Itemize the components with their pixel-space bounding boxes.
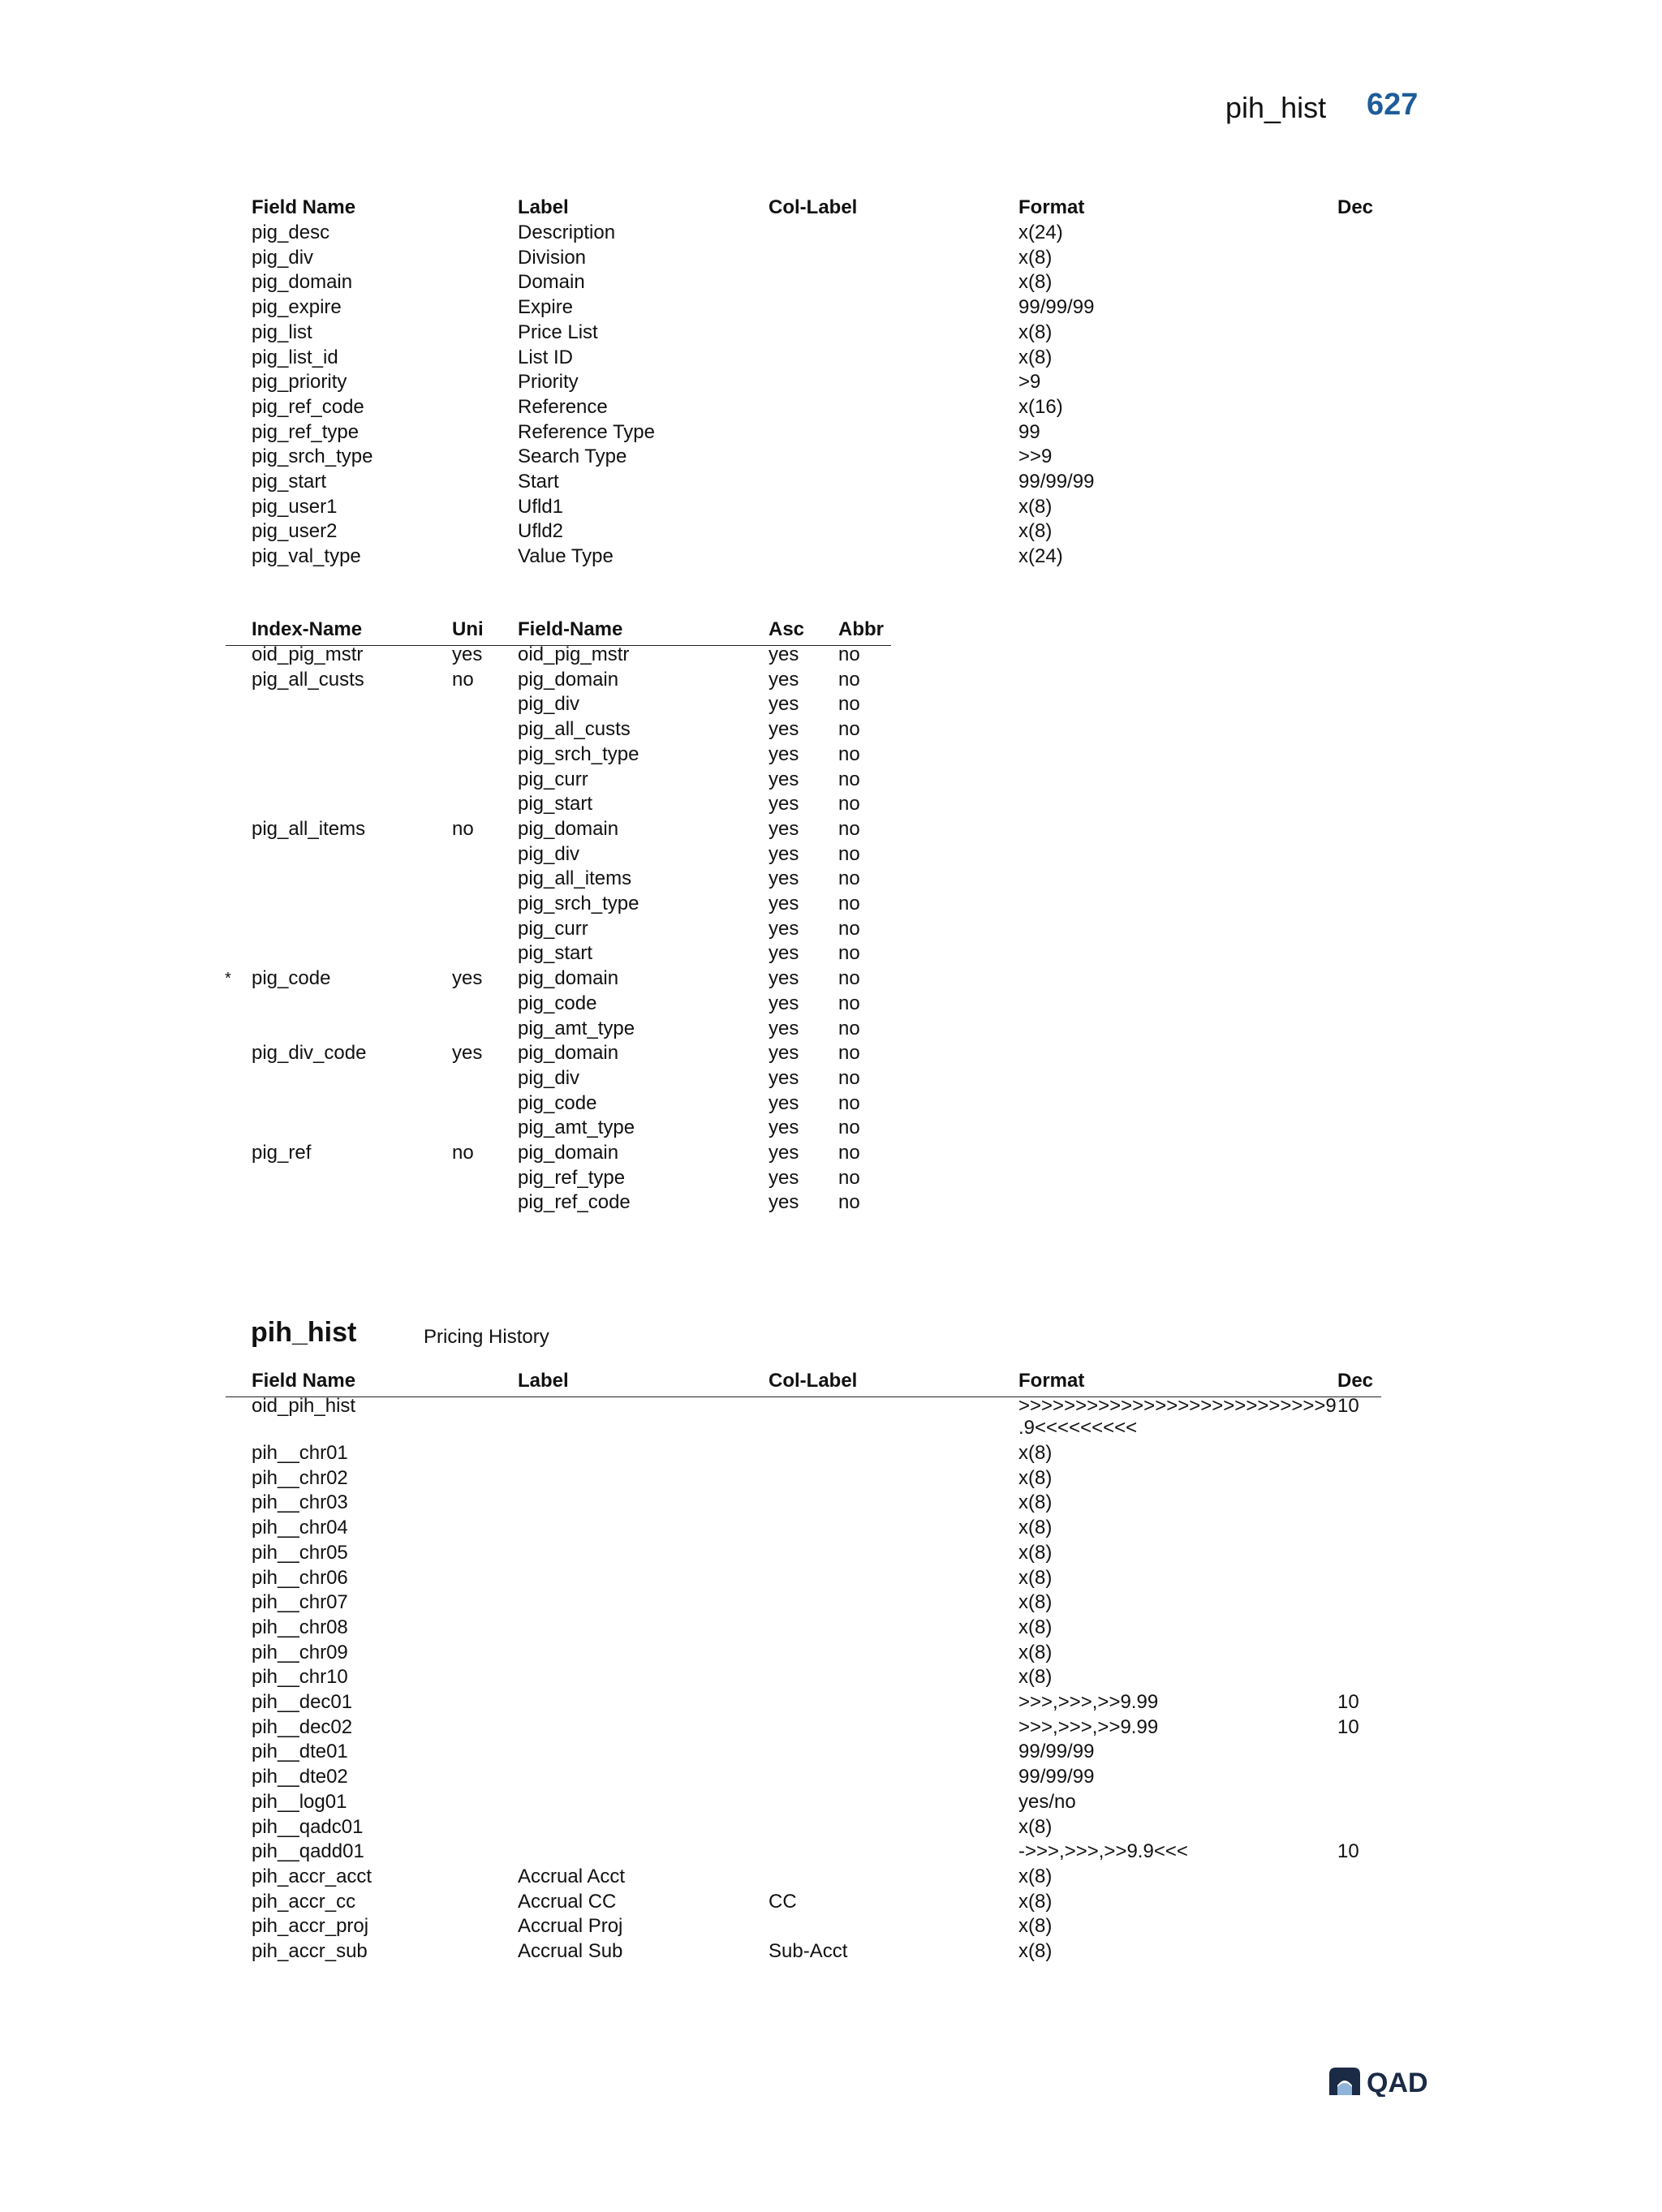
field-name-cell: pih_accr_sub: [252, 1940, 368, 1962]
table-row: [0, 519, 1662, 544]
field-name-cell: pig_val_type: [252, 545, 361, 568]
label-cell: Search Type: [518, 445, 627, 468]
label-cell: Expire: [518, 296, 574, 319]
header-field-name: Field Name: [252, 196, 356, 218]
dec-cell: 10: [1337, 1395, 1359, 1417]
table-name-heading: pih_hist: [251, 1317, 357, 1348]
asc-cell: yes: [769, 842, 799, 865]
label-cell: Reference Type: [518, 420, 655, 443]
header-col-label: Col-Label: [769, 1370, 858, 1392]
table-row: [0, 1865, 1662, 1890]
table-row: [0, 495, 1662, 520]
index-field-name-cell: pig_amt_type: [518, 1017, 635, 1039]
field-name-cell: pig_expire: [252, 296, 342, 319]
field-name-cell: pig_user1: [252, 495, 338, 518]
field-name-cell: pih__chr01: [252, 1442, 348, 1464]
abbr-cell: no: [838, 1091, 860, 1114]
field-name-cell: pig_desc: [252, 222, 330, 243]
table-row: [0, 817, 1662, 842]
field-name-cell: pig_ref_code: [252, 395, 364, 418]
field-name-cell: pih__qadd01: [252, 1840, 364, 1863]
index-field-name-cell: pig_all_items: [518, 867, 632, 890]
format-cell: >>>,>>>,>>9.99: [1018, 1715, 1159, 1738]
index-field-name-cell: pig_div: [518, 842, 580, 865]
abbr-cell: no: [838, 742, 860, 765]
index-field-name-cell: pig_curr: [518, 768, 588, 790]
index-field-name-cell: pig_srch_type: [518, 742, 639, 765]
abbr-cell: no: [838, 1191, 860, 1214]
table-row: [0, 867, 1662, 892]
label-cell: Value Type: [518, 545, 614, 568]
field-name-cell: pig_list_id: [252, 346, 338, 368]
abbr-cell: no: [838, 668, 860, 691]
table-row: [0, 1066, 1662, 1091]
format-cell: x(8): [1018, 1890, 1053, 1913]
label-cell: Reference: [518, 395, 608, 418]
table-row: [0, 792, 1662, 817]
unique-cell: yes: [452, 967, 483, 990]
format-cell: x(8): [1018, 1641, 1053, 1663]
asc-cell: yes: [769, 643, 799, 665]
label-cell: Ufld1: [518, 495, 564, 518]
index-field-name-cell: pig_div: [518, 693, 580, 716]
field-name-cell: pig_srch_type: [252, 445, 373, 468]
table-header-row: [0, 618, 1662, 643]
abbr-cell: no: [838, 942, 860, 965]
table-row: [0, 1516, 1662, 1541]
label-cell: Priority: [518, 371, 579, 394]
table-row: [0, 321, 1662, 346]
format-cell-continuation: .9<<<<<<<<<: [1018, 1417, 1138, 1439]
col-label-cell: CC: [769, 1890, 797, 1913]
table-row: [0, 420, 1662, 445]
index-field-name-cell: pig_start: [518, 942, 593, 965]
table-row: [0, 1590, 1662, 1616]
format-cell: x(8): [1018, 495, 1053, 518]
index-name-cell: oid_pig_mstr: [252, 643, 364, 665]
index-name-cell: pig_all_items: [252, 817, 366, 840]
format-cell: x(24): [1018, 545, 1063, 568]
dec-cell: 10: [1337, 1691, 1359, 1713]
index-field-name-cell: pig_start: [518, 793, 593, 816]
table-row: [0, 221, 1662, 246]
header-uni: Uni: [452, 618, 484, 640]
index-name-cell: pig_div_code: [252, 1042, 367, 1065]
table-row: [0, 1616, 1662, 1641]
unique-cell: no: [452, 668, 474, 691]
col-label-cell: Sub-Acct: [769, 1940, 848, 1962]
asc-cell: yes: [769, 817, 799, 840]
running-header-title: pih_hist: [1225, 91, 1327, 124]
format-cell: x(8): [1018, 1491, 1053, 1514]
abbr-cell: no: [838, 967, 860, 990]
asc-cell: yes: [769, 1066, 799, 1089]
index-field-name-cell: pig_ref_code: [518, 1191, 631, 1214]
field-name-cell: pih__chr04: [252, 1517, 348, 1539]
abbr-cell: no: [838, 1142, 860, 1164]
asc-cell: yes: [769, 768, 799, 790]
format-cell: 99/99/99: [1018, 1766, 1095, 1788]
field-name-cell: pih__dec02: [252, 1715, 353, 1738]
format-cell: x(8): [1018, 1666, 1053, 1689]
unique-cell: no: [452, 1142, 474, 1164]
table-row: [0, 544, 1662, 570]
abbr-cell: no: [838, 1066, 860, 1089]
header-dec: Dec: [1337, 1370, 1374, 1392]
format-cell: yes/no: [1018, 1790, 1076, 1813]
index-field-name-cell: pig_domain: [518, 1042, 619, 1065]
table-row: [0, 1715, 1662, 1741]
format-cell: >>>>>>>>>>>>>>>>>>>>>>>>>>>9: [1018, 1395, 1337, 1417]
format-cell: 99/99/99: [1018, 296, 1095, 319]
index-field-name-cell: pig_domain: [518, 668, 619, 691]
field-name-cell: pih_accr_cc: [252, 1890, 356, 1913]
table-row: [0, 1491, 1662, 1516]
index-field-name-cell: pig_code: [518, 1091, 597, 1114]
format-cell: x(8): [1018, 271, 1053, 294]
asc-cell: yes: [769, 1091, 799, 1114]
label-cell: Accrual Acct: [518, 1865, 626, 1887]
table-row: [0, 842, 1662, 867]
table-row: [0, 668, 1662, 693]
format-cell: >9: [1018, 371, 1041, 394]
table-row: [0, 370, 1662, 395]
format-cell: x(8): [1018, 1915, 1053, 1938]
table-row: [0, 1091, 1662, 1117]
table-row: [0, 1641, 1662, 1666]
index-field-name-cell: pig_curr: [518, 917, 588, 940]
format-cell: x(8): [1018, 1541, 1053, 1564]
table-row: [0, 1116, 1662, 1141]
field-name-cell: pig_user2: [252, 520, 338, 543]
table-header-row: [0, 196, 1662, 221]
table-row: [0, 246, 1662, 271]
field-name-cell: pig_div: [252, 246, 314, 269]
field-name-cell: pih__chr05: [252, 1541, 348, 1564]
abbr-cell: no: [838, 1117, 860, 1139]
format-cell: 99/99/99: [1018, 471, 1095, 493]
asc-cell: yes: [769, 1117, 799, 1139]
table-description: Pricing History: [424, 1326, 549, 1348]
label-cell: Start: [518, 471, 559, 493]
header-label: Label: [518, 1370, 569, 1392]
label-cell: Accrual Proj: [518, 1915, 623, 1938]
asc-cell: yes: [769, 1017, 799, 1039]
field-name-cell: pig_domain: [252, 271, 353, 294]
table-row: [0, 1566, 1662, 1591]
asc-cell: yes: [769, 917, 799, 940]
qad-logo-icon: [1328, 2066, 1445, 2097]
table-row: [0, 470, 1662, 495]
table-row: [0, 346, 1662, 371]
index-name-cell: pig_code: [252, 967, 331, 990]
abbr-cell: no: [838, 992, 860, 1014]
format-cell: x(8): [1018, 246, 1053, 269]
table-row: [0, 1765, 1662, 1790]
table-row: [0, 1190, 1662, 1216]
abbr-cell: no: [838, 643, 860, 665]
table-row: [0, 270, 1662, 295]
index-name-cell: pig_all_custs: [252, 668, 364, 691]
abbr-cell: no: [838, 817, 860, 840]
label-cell: Division: [518, 246, 587, 269]
field-name-cell: pih__chr10: [252, 1666, 348, 1689]
abbr-cell: no: [838, 917, 860, 940]
header-abbr: Abbr: [838, 618, 884, 640]
abbr-cell: no: [838, 718, 860, 741]
format-cell: x(8): [1018, 1517, 1053, 1539]
table-row: [0, 1041, 1662, 1066]
table-row: [0, 768, 1662, 793]
field-name-cell: pih_accr_acct: [252, 1865, 372, 1887]
header-dec: Dec: [1337, 196, 1374, 218]
asc-cell: yes: [769, 1142, 799, 1164]
table-row: [0, 892, 1662, 917]
abbr-cell: no: [838, 793, 860, 816]
abbr-cell: no: [838, 1166, 860, 1189]
header-col-label: Col-Label: [769, 196, 858, 218]
format-cell: x(8): [1018, 1566, 1053, 1589]
field-name-cell: pih__chr08: [252, 1616, 348, 1638]
field-name-cell: pig_priority: [252, 371, 347, 394]
table-row: [0, 941, 1662, 966]
field-name-cell: pih__dte01: [252, 1741, 348, 1763]
table-row: [0, 1840, 1662, 1865]
asc-cell: yes: [769, 793, 799, 816]
format-cell: x(8): [1018, 520, 1053, 543]
abbr-cell: no: [838, 1042, 860, 1065]
table-row: [0, 1017, 1662, 1042]
table-row: [0, 717, 1662, 742]
format-cell: x(8): [1018, 1940, 1053, 1962]
field-name-cell: pih__chr06: [252, 1566, 348, 1589]
table-row: [0, 643, 1662, 668]
field-name-cell: oid_pih_hist: [252, 1395, 356, 1417]
index-field-name-cell: pig_amt_type: [518, 1117, 635, 1139]
header-field-name: Field-Name: [518, 618, 623, 640]
format-cell: ->>>,>>>,>>9.9<<<: [1018, 1840, 1188, 1863]
asc-cell: yes: [769, 1042, 799, 1065]
index-field-name-cell: pig_domain: [518, 967, 619, 990]
table-row: [0, 966, 1662, 992]
format-cell: x(8): [1018, 321, 1053, 343]
format-cell: x(24): [1018, 222, 1063, 243]
table-row: [0, 1141, 1662, 1166]
abbr-cell: no: [838, 693, 860, 716]
index-field-name-cell: pig_ref_type: [518, 1166, 626, 1189]
abbr-cell: no: [838, 768, 860, 790]
index-field-name-cell: pig_code: [518, 992, 597, 1014]
asc-cell: yes: [769, 668, 799, 691]
field-name-cell: pih__chr02: [252, 1466, 348, 1489]
asc-cell: yes: [769, 1191, 799, 1214]
table-row: [0, 1914, 1662, 1939]
asc-cell: yes: [769, 693, 799, 716]
format-cell: 99/99/99: [1018, 1741, 1095, 1763]
field-name-cell: pih__chr07: [252, 1591, 348, 1614]
table-header-row: [0, 1369, 1662, 1394]
index-field-name-cell: pig_all_custs: [518, 718, 631, 741]
format-cell: x(8): [1018, 1442, 1053, 1464]
field-name-cell: pih__dec01: [252, 1691, 353, 1713]
table-row: [0, 1541, 1662, 1566]
label-cell: Domain: [518, 271, 585, 294]
table-row: [0, 1466, 1662, 1491]
header-field-name: Field Name: [252, 1370, 356, 1392]
field-name-cell: pig_ref_type: [252, 420, 360, 443]
label-cell: Accrual Sub: [518, 1940, 623, 1962]
table-row: [0, 1166, 1662, 1191]
unique-cell: yes: [452, 643, 483, 665]
field-name-cell: pih__dte02: [252, 1766, 348, 1788]
format-cell: >>9: [1018, 445, 1053, 468]
field-name-cell: pih__log01: [252, 1790, 347, 1813]
field-name-cell: pih__chr03: [252, 1491, 348, 1514]
field-name-cell: pih_accr_proj: [252, 1915, 369, 1938]
label-cell: Ufld2: [518, 520, 564, 543]
format-cell: >>>,>>>,>>9.99: [1018, 1691, 1159, 1713]
table-row: [0, 1394, 1662, 1441]
table-row: [0, 1939, 1662, 1965]
index-field-name-cell: pig_div: [518, 1066, 580, 1089]
asc-cell: yes: [769, 967, 799, 990]
table-row: [0, 992, 1662, 1017]
header-asc: Asc: [769, 618, 805, 640]
table-row: [0, 917, 1662, 942]
asc-cell: yes: [769, 867, 799, 890]
qad-logo-text: QAD: [1367, 2068, 1428, 2097]
table-row: [0, 1815, 1662, 1840]
index-field-name-cell: pig_srch_type: [518, 893, 639, 914]
table-row: [0, 1665, 1662, 1690]
table-row: [0, 1890, 1662, 1915]
label-cell: Price List: [518, 321, 598, 343]
format-cell: x(8): [1018, 1466, 1053, 1489]
table-row: [0, 692, 1662, 717]
field-name-cell: pig_start: [252, 471, 327, 493]
header-format: Format: [1018, 196, 1085, 218]
table-row: [0, 395, 1662, 420]
header-format: Format: [1018, 1370, 1085, 1392]
asc-cell: yes: [769, 893, 799, 914]
format-cell: 99: [1018, 420, 1040, 443]
table-row: [0, 1690, 1662, 1715]
unique-cell: no: [452, 817, 474, 840]
abbr-cell: no: [838, 867, 860, 890]
index-name-cell: pig_ref: [252, 1142, 312, 1164]
format-cell: x(8): [1018, 1591, 1053, 1614]
abbr-cell: no: [838, 842, 860, 865]
table-row: [0, 742, 1662, 768]
table-row: [0, 1441, 1662, 1466]
asc-cell: yes: [769, 942, 799, 965]
header-label: Label: [518, 196, 569, 218]
header-index-name: Index-Name: [252, 618, 363, 640]
index-field-name-cell: oid_pig_mstr: [518, 643, 630, 665]
table-row: [0, 1790, 1662, 1815]
label-cell: Description: [518, 222, 616, 243]
asc-cell: yes: [769, 1166, 799, 1189]
page-number: 627: [1367, 88, 1419, 122]
unique-cell: yes: [452, 1042, 483, 1065]
format-cell: x(16): [1018, 395, 1063, 418]
primary-index-marker: *: [225, 970, 231, 988]
format-cell: x(8): [1018, 1616, 1053, 1638]
label-cell: Accrual CC: [518, 1890, 617, 1913]
field-name-cell: pih__chr09: [252, 1641, 348, 1663]
dec-cell: 10: [1337, 1715, 1359, 1738]
asc-cell: yes: [769, 718, 799, 741]
label-cell: List ID: [518, 346, 574, 368]
asc-cell: yes: [769, 992, 799, 1014]
field-name-cell: pig_list: [252, 321, 312, 343]
index-field-name-cell: pig_domain: [518, 1142, 619, 1164]
abbr-cell: no: [838, 1017, 860, 1039]
format-cell: x(8): [1018, 1815, 1053, 1838]
table-row: [0, 445, 1662, 470]
table-row: [0, 295, 1662, 321]
table-row: [0, 1740, 1662, 1765]
format-cell: x(8): [1018, 1865, 1053, 1887]
index-field-name-cell: pig_domain: [518, 817, 619, 840]
asc-cell: yes: [769, 742, 799, 765]
dec-cell: 10: [1337, 1840, 1359, 1863]
abbr-cell: no: [838, 893, 860, 914]
field-name-cell: pih__qadc01: [252, 1815, 364, 1838]
format-cell: x(8): [1018, 346, 1053, 368]
